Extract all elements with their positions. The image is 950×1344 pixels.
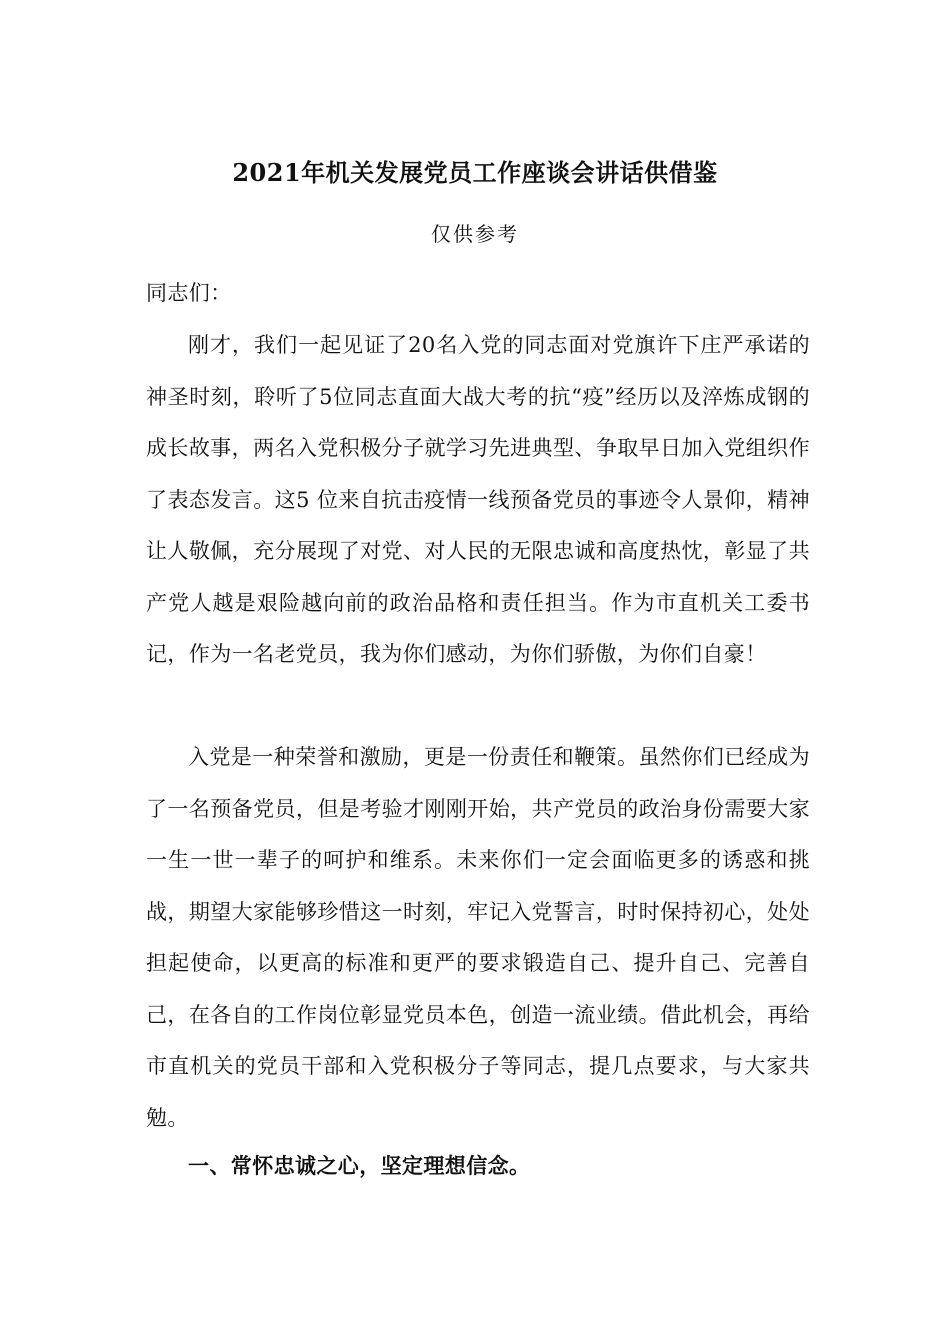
document-title: 2021年机关发展党员工作座谈会讲话供借鉴	[232, 158, 718, 187]
salutation: 同志们：	[146, 281, 232, 305]
section-heading: 一、常怀忠诚之心，坚定理想信念。	[188, 1153, 531, 1178]
paragraph-2: 入党是一种荣誉和激励，更是一份责任和鞭策。虽然你们已经成为了一名预备党员，但是考验才刚刚开始，共产党员的政治身份需要大家一生一世一辈子的呵护和维系。未来你们一定会面临更多的诱惑和挑战，期望大家能够珍惜这一时刻，牢记入党誓言，时时保持初心，处处担起使命，以更高的标准和更严的要求锻造自己、提升自己、完善自己，在各自的工作岗位彰显党员本色，创造一流业绩。借此机会，再给市直机关的党员干部和入党积极分子等同志，提几点要求，与大家共勉。	[146, 745, 810, 1130]
document-subtitle: 仅供参考	[431, 222, 519, 246]
paragraph-1: 刚才，我们一起见证了20名入党的同志面对党旗许下庄严承诺的神圣时刻，聆听了5位同志直面大战大考的抗“疫”经历以及淬炼成钢的成长故事，两名入党积极分子就学习先进典型、争取早日加入党组织作了表态发言。这5 位来自抗击疫情一线预备党员的事迹令人景仰，精神让人敬佩，充分展现了对党、对人民的无限忠诚和高度热忱，彰显了共产党人越是艰险越向前的政治品格和责任担当。作为市直机关工委书记，作为一名老党员，我为你们感动，为你们骄傲，为你们自豪！	[146, 333, 810, 666]
